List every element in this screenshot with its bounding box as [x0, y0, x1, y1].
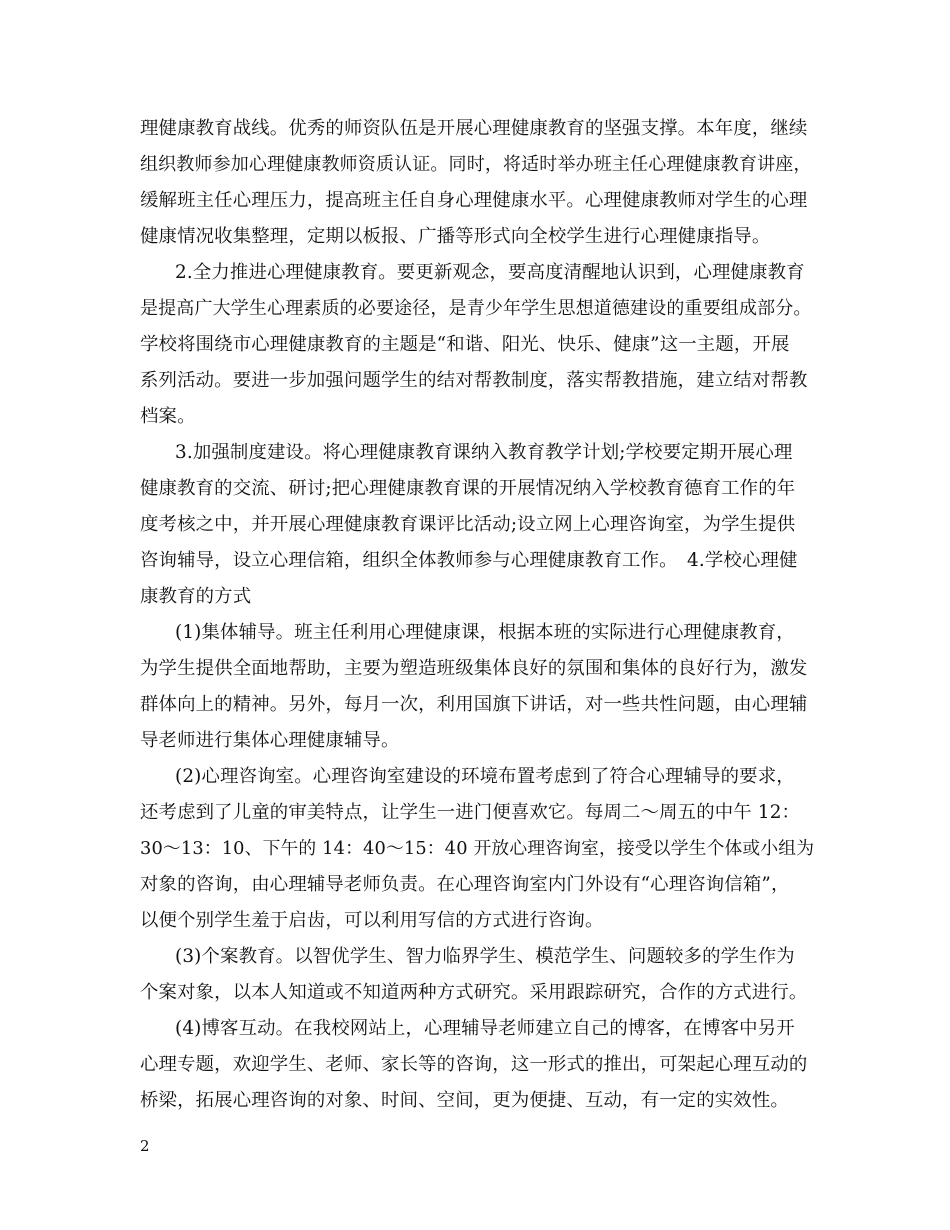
text-line: 是提高广大学生心理素质的必要途径，是青少年学生思想道德建设的重要组成部分。: [140, 298, 812, 319]
text-line: 缓解班主任心理压力，提高班主任自身心理健康水平。心理健康教师对学生的心理: [140, 190, 808, 211]
text-line: 系列活动。要进一步加强问题学生的结对帮教制度，落实帮教措施，建立结对帮教: [140, 370, 808, 391]
text-line: (1)集体辅导。班主任利用心理健康课，根据本班的实际进行心理健康教育，: [175, 622, 795, 643]
text-line: (3)个案教育。以智优学生、智力临界学生、模范学生、问题较多的学生作为: [175, 946, 795, 967]
text-line: 对象的咨询，由心理辅导老师负责。在心理咨询室内门外设有“心理咨询信箱”，: [140, 874, 790, 895]
text-line: 桥梁，拓展心理咨询的对象、时间、空间，更为便捷、互动，有一定的实效性。: [140, 1090, 789, 1111]
text-line: 30～13：10、下午的 14：40～15：40 开放心理咨询室，接受以学生个体或小组为: [140, 838, 815, 859]
text-line: 度考核之中，并开展心理健康教育课评比活动;设立网上心理咨询室，为学生提供: [140, 514, 796, 535]
text-line: 组织教师参加心理健康教师资质认证。同时，将适时举办班主任心理健康教育讲座，: [140, 154, 812, 175]
text-line: 还考虑到了儿童的审美特点，让学生一进门便喜欢它。每周二～周五的中午 12：: [140, 802, 801, 823]
text-line: (2)心理咨询室。心理咨询室建设的环境布置考虑到了符合心理辅导的要求，: [175, 766, 795, 787]
text-line: 以便个别学生羞于启齿，可以利用写信的方式进行咨询。: [140, 910, 604, 931]
text-line: 心理专题，欢迎学生、老师、家长等的咨询，这一形式的推出，可架起心理互动的: [140, 1054, 808, 1075]
text-line: 档案。: [140, 406, 196, 427]
text-line: 群体向上的精神。另外，每月一次，利用国旗下讲话，对一些共性问题，由心理辅: [140, 694, 808, 715]
text-line: (4)博客互动。在我校网站上，心理辅导老师建立自己的博客，在博客中另开: [175, 1018, 795, 1039]
text-line: 学校将围绕市心理健康教育的主题是“和谐、阳光、快乐、健康”这一主题，开展: [140, 334, 790, 355]
text-line: 健康情况收集整理，定期以板报、广播等形式向全校学生进行心理健康指导。: [140, 226, 771, 247]
text-line: 健康教育的交流、研讨;把心理健康教育课的开展情况纳入学校教育德育工作的年: [140, 478, 796, 499]
text-line: 康教育的方式: [140, 586, 252, 607]
text-line: 咨询辅导，设立心理信箱，组织全体教师参与心理健康教育工作。 4.学校心理健: [140, 550, 798, 571]
text-line: 2.全力推进心理健康教育。要更新观念，要高度清醒地认识到，心理健康教育: [175, 262, 805, 283]
page-number: 2: [140, 1137, 150, 1155]
text-line: 理健康教育战线。优秀的师资队伍是开展心理健康教育的坚强支撑。本年度，继续: [140, 118, 808, 139]
text-line: 为学生提供全面地帮助，主要为塑造班级集体良好的氛围和集体的良好行为，激发: [140, 658, 808, 679]
text-line: 3.加强制度建设。将心理健康教育课纳入教育教学计划;学校要定期开展心理: [175, 442, 793, 463]
text-line: 导老师进行集体心理健康辅导。: [140, 730, 400, 751]
text-line: 个案对象，以本人知道或不知道两种方式研究。采用跟踪研究，合作的方式进行。: [140, 982, 808, 1003]
